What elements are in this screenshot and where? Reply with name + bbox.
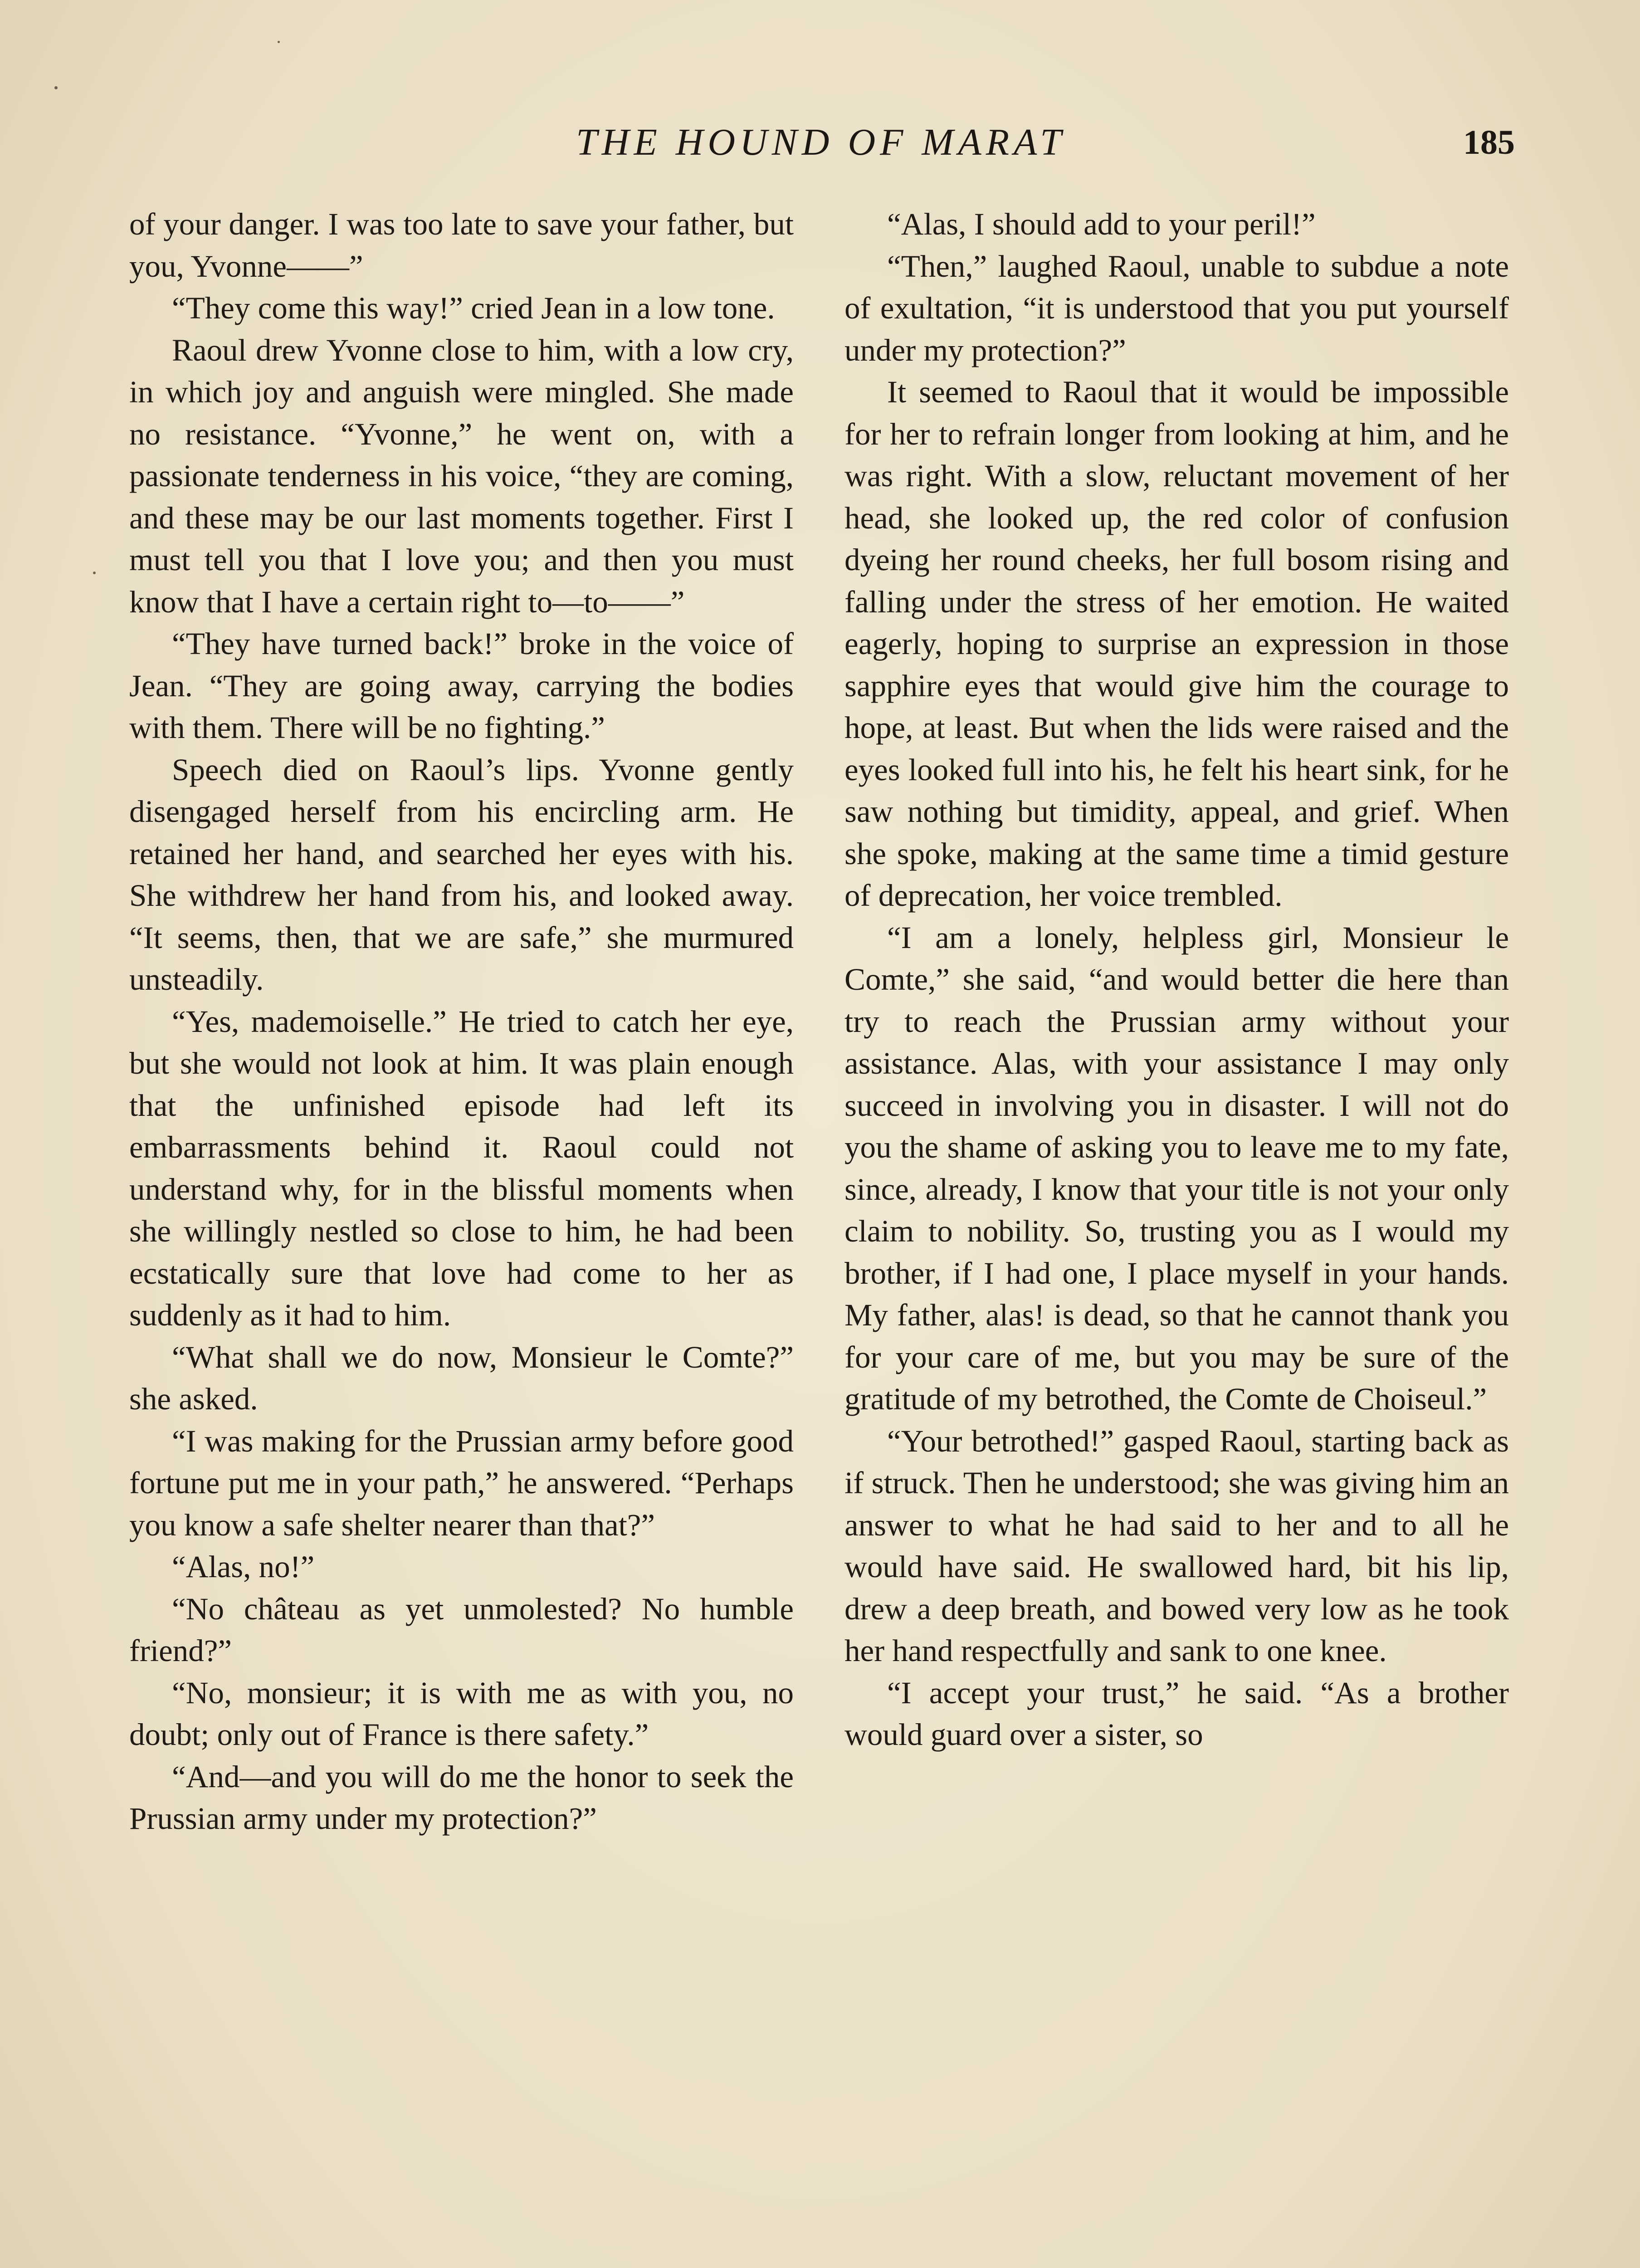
paper-speck [278,41,280,43]
paper-speck [54,86,58,89]
page-number: 185 [1463,123,1515,161]
paragraph: “Yes, mademoiselle.” He tried to catch her eye, but she would not look at him. It was plain enough that the unfinished episode had left its embarrassments behind it. Raoul could not understand why, for in the blissful moments when she willingly nestled so close to him, he had been ecstatically sure that love had come to her as suddenly as it had to him. [129,1004,794,1332]
paragraph: of your danger. I was too late to save your father, but you, Yvonne——” [129,207,794,284]
paragraph: “No, monsieur; it is with me as with you, no doubt; only out of France is there safety.” [129,1675,794,1752]
paragraph: “They come this way!” cried Jean in a low tone. [172,291,775,325]
paragraph: “I am a lonely, helpless girl, Monsieur le Comte,” she said, “and would better die here than try to reach the Prussian army without your assistance. Alas, with your assistance I may only succeed in involving you in disaster. I will not do you the shame of asking you to leave me to my fate, since, already, I know that your title is not your only claim to nobility. So, trusting you as I would my brother, if I had one, I place myself in your hands. My father, alas! is dead, so that he cannot thank you for your care of me, but you may be sure of the gratitude of my betrothed, the Comte de Choiseul.” [844,920,1509,1416]
running-title: THE HOUND OF MARAT [576,121,1066,163]
paragraph: Speech died on Raoul’s lips. Yvonne gently disengaged herself from his encircling arm. He retained her hand, and searched her eyes with his. She withdrew her hand from his, and looked away. “It seems, then, that we are safe,” she murmured unsteadily. [129,752,794,997]
left-column [129,203,794,1840]
paragraph: “Your betrothed!” gasped Raoul, starting back as if struck. Then he understood; she was giving him an answer to what he had said to her and to all he would have said. He swallowed hard, bit his lip, drew a deep breath, and bowed very low as he took her hand respectfully and sank to one knee. [844,1423,1509,1668]
paragraph: Raoul drew Yvonne close to him, with a low cry, in which joy and anguish were mingled. She made no resistance. “Yvonne,” he went on, with a passionate tenderness in his voice, “they are coming, and these may be our last moments together. First I must tell you that I love you; and then you must know that I have a certain right to—to——” [129,332,794,619]
paragraph: “No château as yet unmolested? No humble friend?” [129,1591,794,1668]
paragraph: “What shall we do now, Monsieur le Comte?” she asked. [129,1339,794,1416]
right-column [844,203,1509,1756]
paragraph: “I was making for the Prussian army before good fortune put me in your path,” he answered. “Perhaps you know a safe shelter nearer than that?” [129,1423,794,1542]
paragraph: “And—and you will do me the honor to seek the Prussian army under my protection?” [129,1759,794,1836]
paragraph: “Alas, I should add to your peril!” [887,207,1316,241]
paragraph: It seemed to Raoul that it would be impossible for her to refrain longer from looking at him, and he was right. With a slow, reluctant movement of her head, she looked up, the red color of confusion dyeing her round cheeks, her full bosom rising and falling under the stress of her emotion. He waited eagerly, hoping to surprise an expression in those sapphire eyes that would give him the courage to hope, at least. But when the lids were raised and the eyes looked full into his, he felt his heart sink, for he saw nothing but timidity, appeal, and grief. When she spoke, making at the same time a timid gesture of deprecation, her voice trembled. [844,375,1509,913]
page-header [127,120,1515,170]
paragraph: “Then,” laughed Raoul, unable to subdue a note of exultation, “it is understood that you put yourself under my protection?” [844,249,1509,367]
paper-speck [93,572,96,574]
paragraph: “Alas, no!” [172,1549,315,1584]
paragraph: “They have turned back!” broke in the voice of Jean. “They are going away, carrying the bodies with them. There will be no fighting.” [129,626,794,745]
paragraph: “I accept your trust,” he said. “As a brother would guard over a sister, so [844,1675,1509,1752]
